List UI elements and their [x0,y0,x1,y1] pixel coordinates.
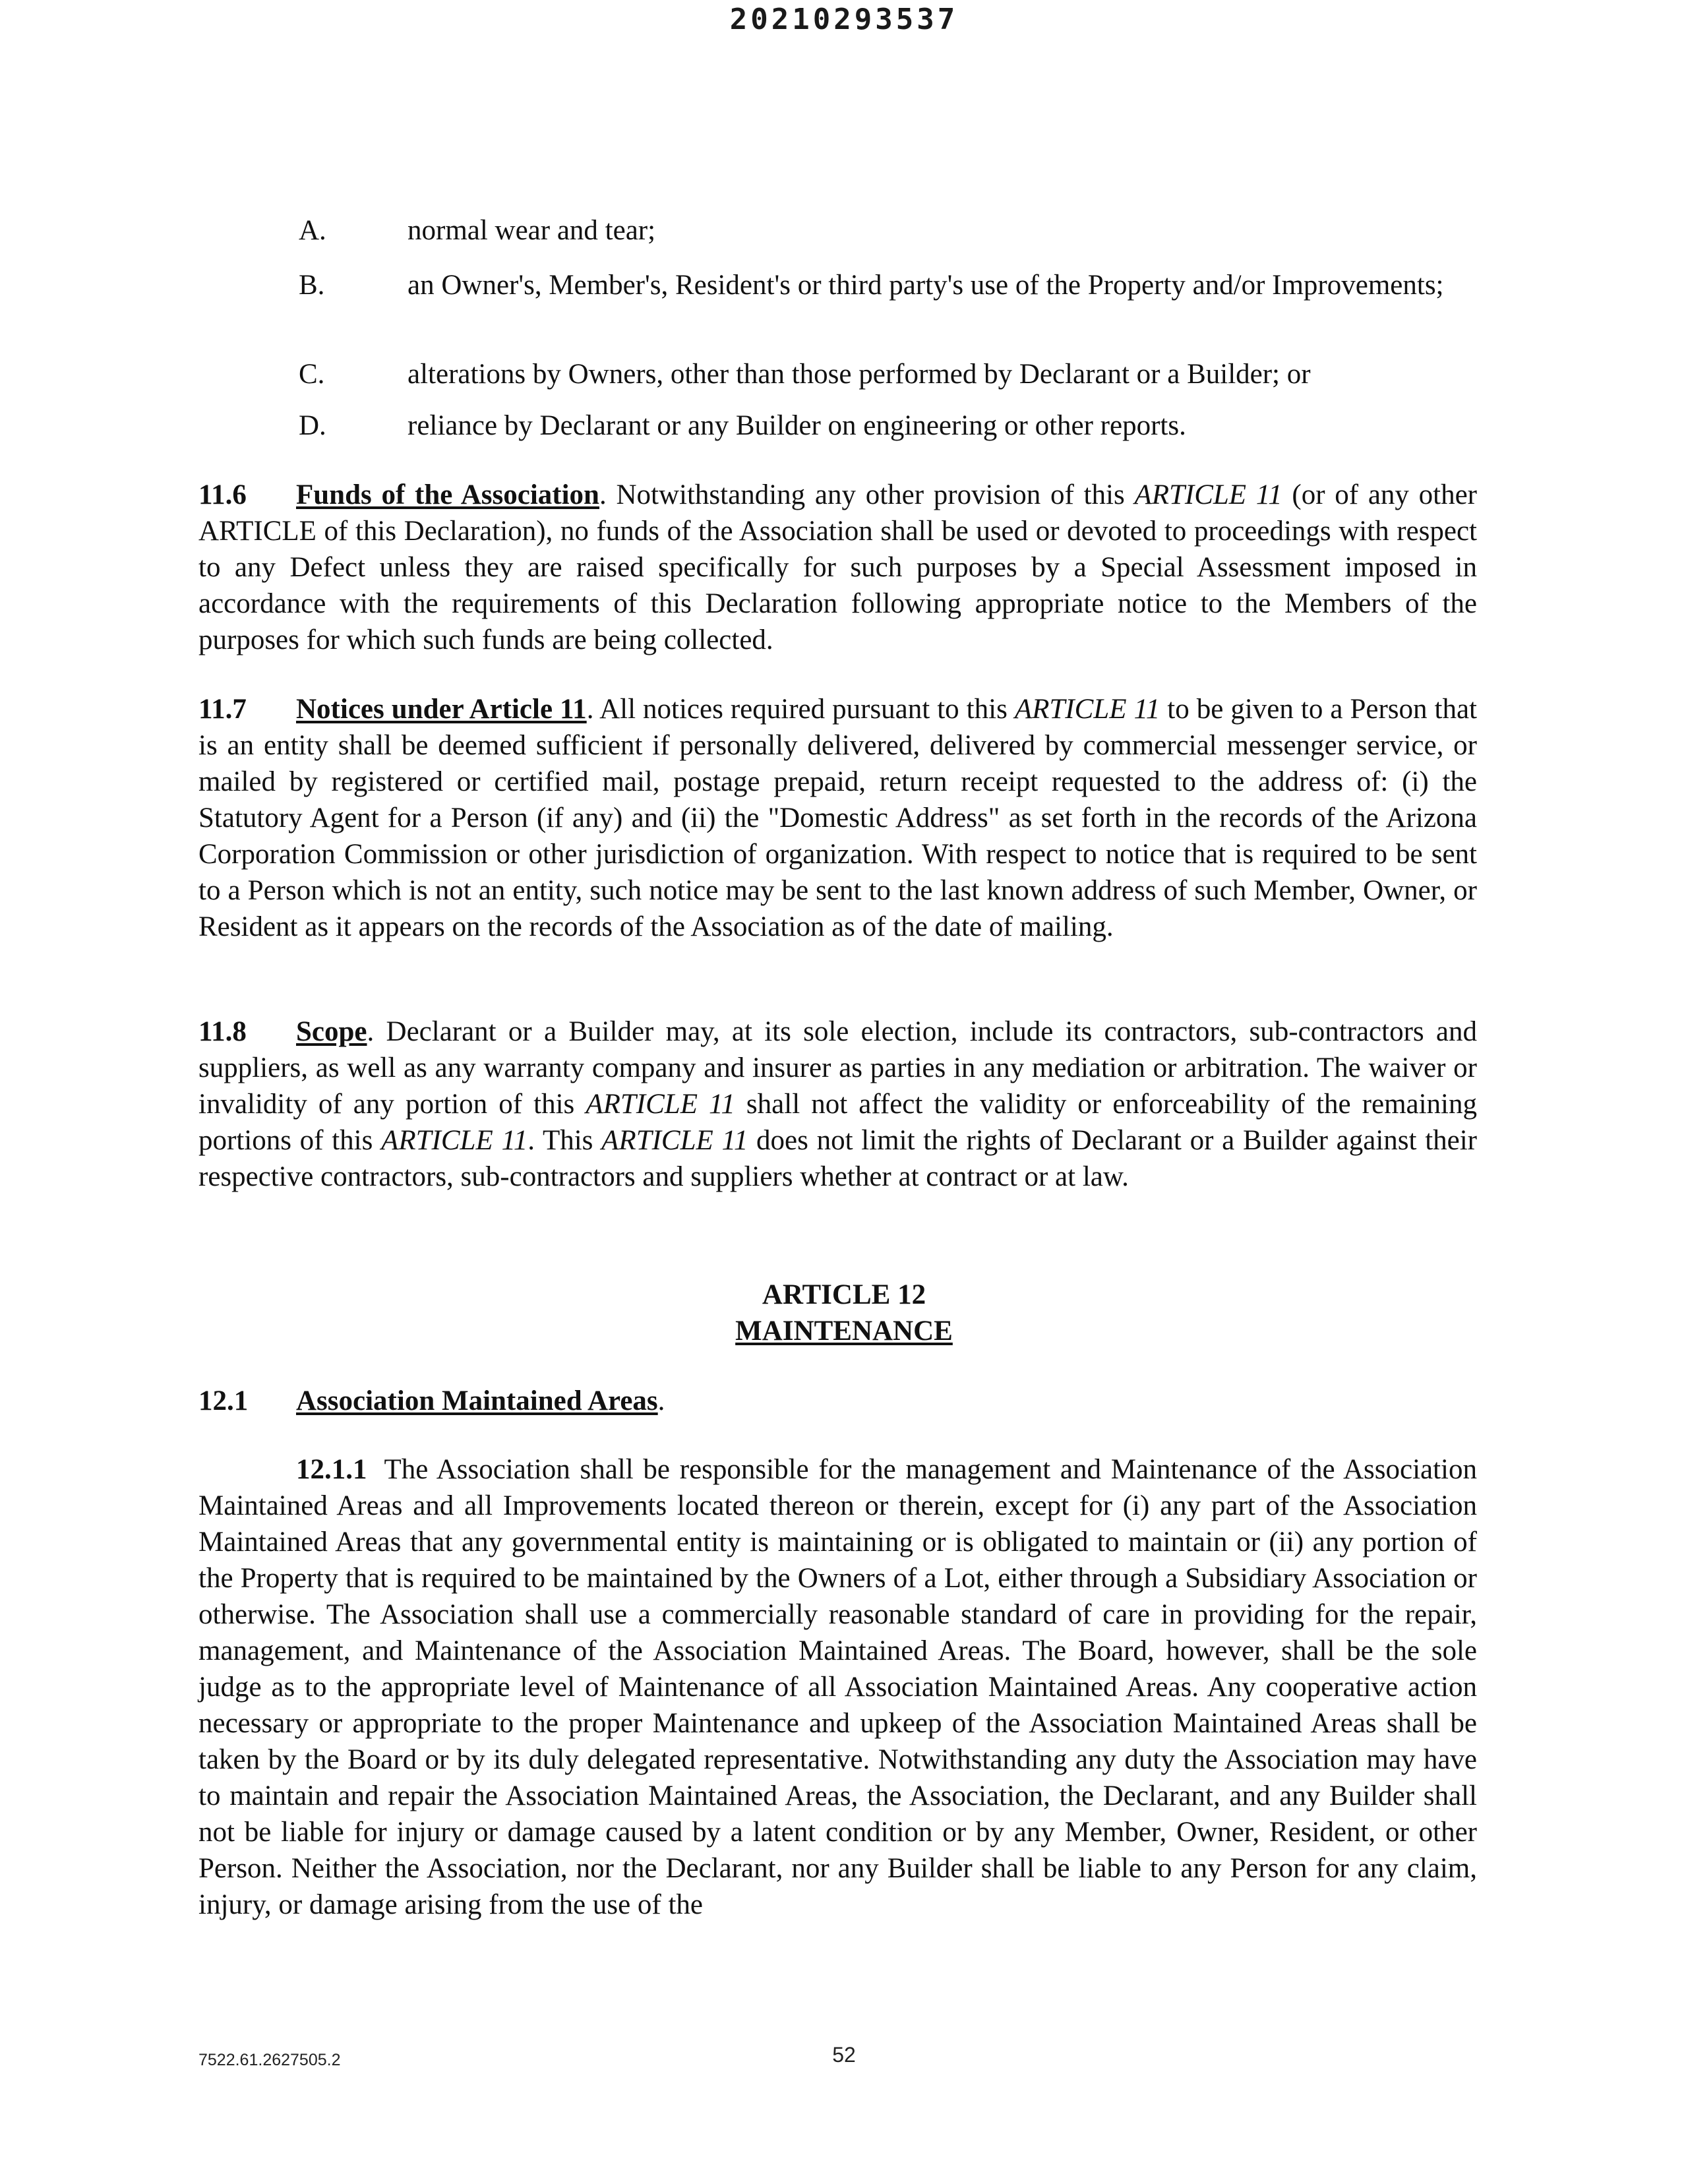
article-reference: ARTICLE 11 [1134,479,1282,510]
article-reference: ARTICLE 11 [1014,694,1160,725]
list-text: normal wear and tear; [407,215,656,246]
section-text: . [657,1385,665,1416]
document-number: 20210293537 [729,3,959,36]
section-text: . This [528,1125,602,1156]
list-text: an Owner's, Member's, Resident's or third party's use of the Property and/or Improvements; [407,270,1444,301]
list-letter: B. [299,270,325,301]
section-text: does not limit the rights of Declarant or a Builder against their respective contractors, sub-contractors and suppliers whether at contract or at law. [198,1125,1477,1192]
section-number: 11.6 [198,479,247,510]
list-letter: C. [299,359,325,390]
section-12-1-1 [198,1451,1477,1923]
article-label: ARTICLE 12 [762,1279,926,1310]
section-number: 12.1 [198,1385,249,1416]
section-heading: Funds of the Association [296,479,599,510]
subsection-text: The Association shall be responsible for the management and Maintenance of the Association Maintained Areas and all Improvements located thereon or therein, except for (i) any part of the Association Maintained Areas that any governmental entity is maintaining or is obligated to maintain or (ii) any portion of the Property that is required to be maintained by the Owners of a Lot, either through a Subsidiary Association or otherwise. The Association shall use a commercially reasonable standard of care in providing for the repair, management, and Maintenance of the Association Maintained Areas. The Board, however, shall be the sole judge as to the appropriate level of Maintenance of all Association Maintained Areas. Any cooperative action necessary or appropriate to the proper Maintenance and upkeep of the Association Maintained Areas shall be taken by the Board or by its duly delegated representative. Notwithstanding any duty the Association may have to maintain and repair the Association Maintained Areas, the Association, the Declarant, and any Builder shall not be liable for injury or damage caused by a latent condition or by any Member, Owner, Resident, or other Person. Neither the Association, nor the Declarant, nor any Builder shall be liable to any Person for any claim, injury, or damage arising from the use of the [198,1454,1477,1920]
article-title: MAINTENANCE [735,1316,953,1347]
section-number: 11.8 [198,1016,247,1047]
article-12-heading [0,1277,1688,1349]
article-reference: ARTICLE 11 [601,1125,748,1156]
section-text: . Declarant or a Builder may, at its sole election, include its contractors, sub-contractors and suppliers, as well as any warranty company and insurer as parties in any mediation or arbitration. The waiver or invalidity of any portion of this [198,1016,1477,1120]
footer-doc-reference: 7522.61.2627505.2 [198,2051,341,2069]
section-text: shall not affect the validity or enforceability of the remaining portions of this [198,1089,1478,1156]
page-number: 52 [832,2043,856,2067]
section-text: to be given to a Person that is an entity shall be deemed sufficient if personally delivered, delivered by commercial messenger service, or mailed by registered or certified mail, postage prepaid, return receipt requested to the address of: (i) the Statutory Agent for a Person (if any) and (ii) the "Domestic Address" as set forth in the records of the Arizona Corporation Commission or other jurisdiction of organization. With respect to notice that is required to be sent to a Person which is not an entity, such notice may be sent to the last known address of such Member, Owner, or Resident as it appears on the records of the Association as of the date of mailing. [198,694,1478,942]
list-text: alterations by Owners, other than those performed by Declarant or a Builder; or [407,359,1311,390]
article-reference: ARTICLE 11 [586,1089,735,1120]
section-12-1 [198,1383,1477,1419]
section-heading: Notices under Article 11 [296,694,587,725]
list-letter: A. [299,215,326,246]
section-11-8 [198,1014,1477,1195]
section-number: 11.7 [198,694,247,725]
section-text: (or of any other ARTICLE of this Declaration), no funds of the Association shall be used or devoted to proceedings with respect to any Defect unless they are raised specifically for such purposes by a Special Assessment imposed in accordance with the requirements of this Declaration following appropriate notice to the Members of the purposes for which such funds are being collected. [198,479,1477,655]
section-11-7 [198,691,1477,945]
section-11-6 [198,477,1477,658]
section-heading: Scope [296,1016,367,1047]
subsection-number: 12.1.1 [296,1454,367,1485]
section-text: . All notices required pursuant to this [586,694,1015,725]
section-heading: Association Maintained Areas [296,1385,658,1416]
list-letter: D. [299,410,326,441]
section-text: . Notwithstanding any other provision of this [599,479,1135,510]
article-reference: ARTICLE 11 [381,1125,528,1156]
list-text: reliance by Declarant or any Builder on engineering or other reports. [407,410,1186,441]
